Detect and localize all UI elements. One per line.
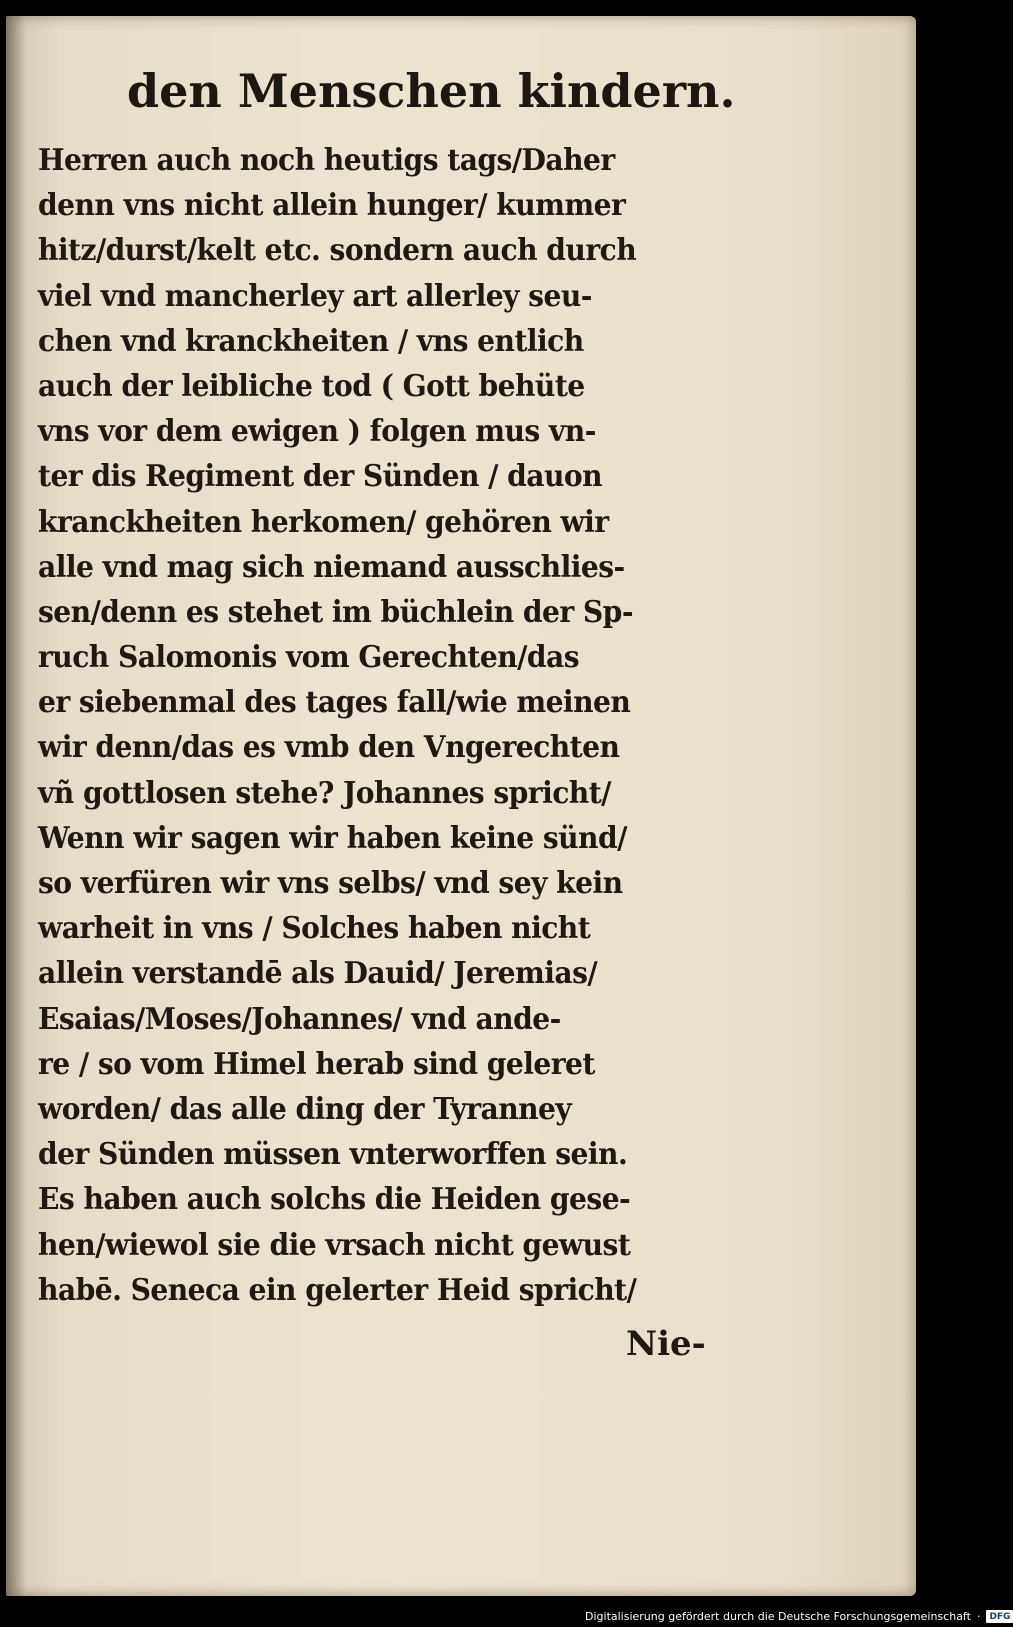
text-line: auch der leibliche tod ( Gott behüte xyxy=(38,368,585,404)
text-line: ruch Salomonis vom Gerechten/das xyxy=(38,640,579,676)
text-line: chen vnd kranckheiten / vns entlich xyxy=(38,323,584,359)
text-line: Wenn wir sagen wir haben keine sünd/ xyxy=(38,820,627,856)
text-line: denn vns nicht allein hunger/ kummer xyxy=(38,188,626,224)
page-gutter-shadow xyxy=(6,16,26,1596)
text-line: Esaias/Moses/Johannes/ vnd ande- xyxy=(38,1001,561,1037)
text-line: Herren auch noch heutigs tags/Daher xyxy=(38,143,615,178)
book-page xyxy=(6,16,916,1596)
text-line: so verfüren wir vns selbs/ vnd sey kein xyxy=(38,866,623,901)
text-line: hen/wiewol sie die vrsach nicht gewust xyxy=(38,1227,631,1263)
dfg-logo-icon: DFG xyxy=(986,1610,1013,1623)
text-line: vns vor dem ewigen ) folgen mus vn- xyxy=(38,414,596,450)
text-line: der Sünden müssen vnterworffen sein. xyxy=(38,1137,628,1173)
text-line: viel vnd mancherley art allerley seu- xyxy=(38,278,592,314)
text-line: kranckheiten herkomen/ gehören wir xyxy=(38,504,609,540)
text-line: vñ gottlosen stehe? Johannes spricht/ xyxy=(38,775,611,811)
credit-text: Digitalisierung gefördert durch die Deutsche Forschungsgemeinschaft xyxy=(585,1610,971,1623)
digitization-credit xyxy=(585,1606,1013,1627)
text-line: er siebenmal des tages fall/wie meinen xyxy=(38,685,631,721)
text-line: allein verstandē als Dauid/ Jeremias/ xyxy=(38,956,598,992)
text-line: hitz/durst/kelt etc. sondern auch durch xyxy=(38,233,637,269)
credit-separator: · xyxy=(976,1610,981,1623)
catchword: Nie- xyxy=(626,1324,706,1364)
text-line: wir denn/das es vmb den Vngerechten xyxy=(38,730,620,766)
text-line: sen/denn es stehet im büchlein der Sp- xyxy=(38,594,633,630)
text-line: warheit in vns / Solches haben nicht xyxy=(38,911,591,947)
text-line: ter dis Regiment der Sünden / dauon xyxy=(38,459,603,495)
body-text xyxy=(38,138,728,1313)
text-line: Es haben auch solchs die Heiden gese- xyxy=(38,1182,631,1218)
text-line: habē. Seneca ein gelerter Heid spricht/ xyxy=(38,1272,637,1308)
running-head: den Menschen kindern. xyxy=(127,64,736,118)
text-line: re / so vom Himel herab sind geleret xyxy=(38,1046,595,1082)
text-line: worden/ das alle ding der Tyranney xyxy=(38,1091,572,1127)
text-line: alle vnd mag sich niemand ausschlies- xyxy=(38,549,625,585)
